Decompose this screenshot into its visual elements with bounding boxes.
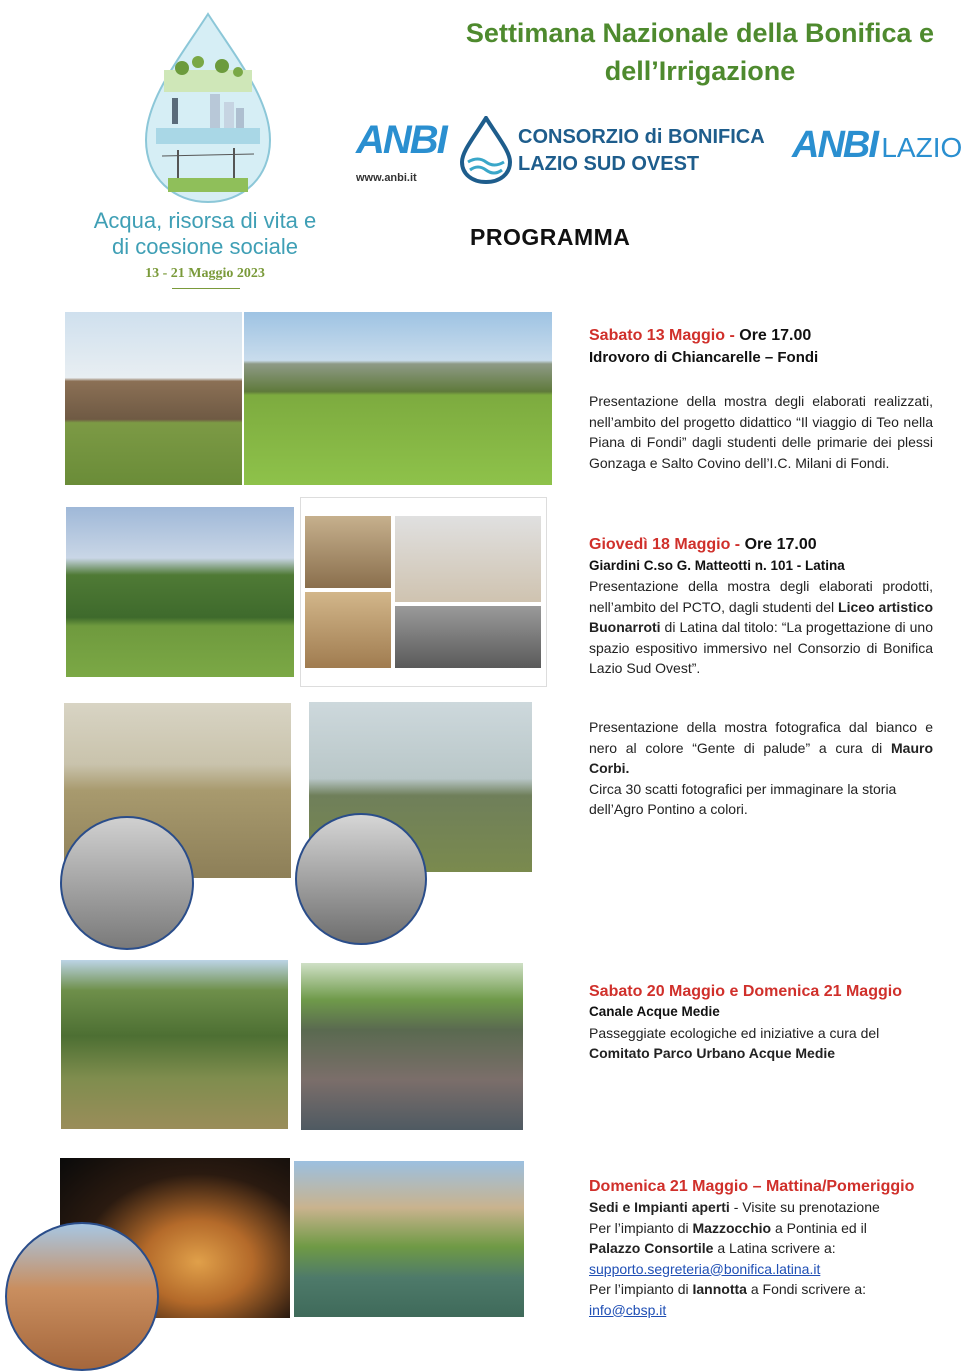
title-line-2: dell’Irrigazione <box>604 56 796 86</box>
event-5-l5-a: Per l’impianto di <box>589 1281 693 1297</box>
tagline-line-2: di coesione sociale <box>112 234 298 259</box>
event-5-line-1 <box>589 1197 949 1218</box>
event-5-date: Domenica 21 Maggio – Mattina/Pomeriggio <box>589 1178 915 1195</box>
tagline-line-1: Acqua, risorsa di vita e <box>93 208 317 233</box>
photo-giardini-trees <box>66 507 294 677</box>
event-2-text <box>589 534 933 679</box>
event-5-palazzo: Palazzo Consortile <box>589 1240 714 1256</box>
anbi-lazio-logo <box>792 124 964 170</box>
render-building-4 <box>395 606 541 668</box>
dates-underline <box>172 288 240 289</box>
photo-horsemen-bw <box>295 813 427 945</box>
photo-basket-weaver-bw <box>60 816 194 950</box>
tagline <box>60 208 350 260</box>
anbi-url: www.anbi.it <box>356 172 417 184</box>
event-4-organizer: Comitato Parco Urbano Acque Medie <box>589 1045 836 1061</box>
render-building-3 <box>305 592 391 668</box>
event-2-place: Giardini C.so G. Matteotti n. 101 - Latina <box>589 558 845 573</box>
event-5-l2-c: a Pontinia ed il <box>771 1219 867 1236</box>
event-4-text <box>589 982 939 1064</box>
anbi-lazio-region: LAZIO <box>881 132 963 163</box>
render-building-1 <box>305 516 391 588</box>
event-5-line-3 <box>589 1238 949 1259</box>
photo-liceo-project-board <box>300 497 547 687</box>
anbi-logo-text: ANBI <box>356 118 446 162</box>
render-building-2 <box>395 516 541 602</box>
email-link-segreteria[interactable]: supporto.segreteria@bonifica.latina.it <box>589 1260 821 1277</box>
event-3-author: Mauro Corbi. <box>589 739 933 776</box>
event-2-date: Giovedì 18 Maggio - <box>589 536 741 553</box>
event-2-desc-c: di Latina dal titolo: “La progettazione di uno spazio espositivo immersivo nel Consorzio di Bonifica Lazio Sud Ovest”. <box>589 619 933 676</box>
photo-idrovoro-field <box>244 312 552 485</box>
photo-palazzo-consortile <box>5 1222 159 1371</box>
event-5-l3-b: a Latina scrivere a: <box>713 1240 836 1256</box>
event-4-place: Canale Acque Medie <box>589 1004 720 1019</box>
event-3-note: Circa 30 scatti fotografici per immaginare la storia dell’Agro Pontino a colori. <box>589 780 897 817</box>
anbi-lazio-logo-text: ANBI <box>792 124 877 166</box>
event-5-booking: - Visite su prenotazione <box>729 1199 880 1215</box>
consorzio-line-1: CONSORZIO di BONIFICA <box>518 126 765 148</box>
event-2-time: Ore 17.00 <box>740 536 817 553</box>
consorzio-line-2: LAZIO SUD OVEST <box>518 153 700 175</box>
event-1-text <box>589 325 933 473</box>
photo-horse-riders <box>61 960 288 1129</box>
event-5-l5-c: a Fondi scrivere a: <box>746 1281 867 1297</box>
event-1-description: Presentazione della mostra degli elaborati realizzati, nell’ambito del progetto didattico “Il viaggio di Teo nella Piana di Fondi” dagli studenti delle primarie dei plessi Gonzaga e Salto Covino dell’I.C. Milani di Fondi. <box>589 393 933 471</box>
photo-impianto-pool <box>294 1161 524 1317</box>
event-5-email-2-row <box>589 1300 949 1321</box>
event-5-l2-a: Per l’impianto di <box>589 1219 693 1236</box>
event-1-time: Ore 17.00 <box>734 327 812 344</box>
event-5-iannotta: Iannotta <box>692 1281 747 1297</box>
event-5-line-5 <box>589 1279 949 1300</box>
event-3-desc-a: Presentazione della mostra fotografica dal bianco e nero al colore “Gente di palude” a cura di <box>589 719 933 756</box>
event-5-line-2 <box>589 1218 949 1239</box>
event-5-email-1-row <box>589 1259 949 1280</box>
water-drop-logo <box>138 10 278 206</box>
page-title <box>430 14 970 90</box>
event-2-school: Liceo artistico Buonarroti <box>589 598 933 635</box>
event-5-text <box>589 1177 949 1320</box>
event-3-description <box>589 717 933 779</box>
email-link-cbsp[interactable]: info@cbsp.it <box>589 1301 667 1318</box>
photo-idrovoro-building <box>65 312 242 485</box>
event-1-date: Sabato 13 Maggio - <box>589 327 735 344</box>
event-2-desc-a: Presentazione della mostra degli elaborati prodotti, nell’ambito del PCTO, dagli studenti del <box>589 578 933 615</box>
title-line-1: Settimana Nazionale della Bonifica e <box>465 18 935 48</box>
event-4-date: Sabato 20 Maggio e Domenica 21 Maggio <box>589 983 902 1000</box>
event-5-open-sites: Sedi e Impianti aperti <box>589 1199 730 1215</box>
event-5-mazzocchio: Mazzocchio <box>692 1219 772 1236</box>
anbi-logo <box>356 118 446 166</box>
event-2-description <box>589 576 933 679</box>
event-dates: 13 - 21 Maggio 2023 <box>145 266 265 281</box>
consorzio-logo-text <box>518 124 765 178</box>
event-4-description: Passeggiate ecologiche ed iniziative a cura del <box>589 1024 880 1041</box>
programma-heading: PROGRAMMA <box>470 224 631 250</box>
photo-walking-group <box>301 963 523 1130</box>
event-3-text <box>589 717 933 820</box>
event-1-place: Idrovoro di Chiancarelle – Fondi <box>589 349 819 366</box>
consorzio-drop-icon <box>458 116 514 184</box>
